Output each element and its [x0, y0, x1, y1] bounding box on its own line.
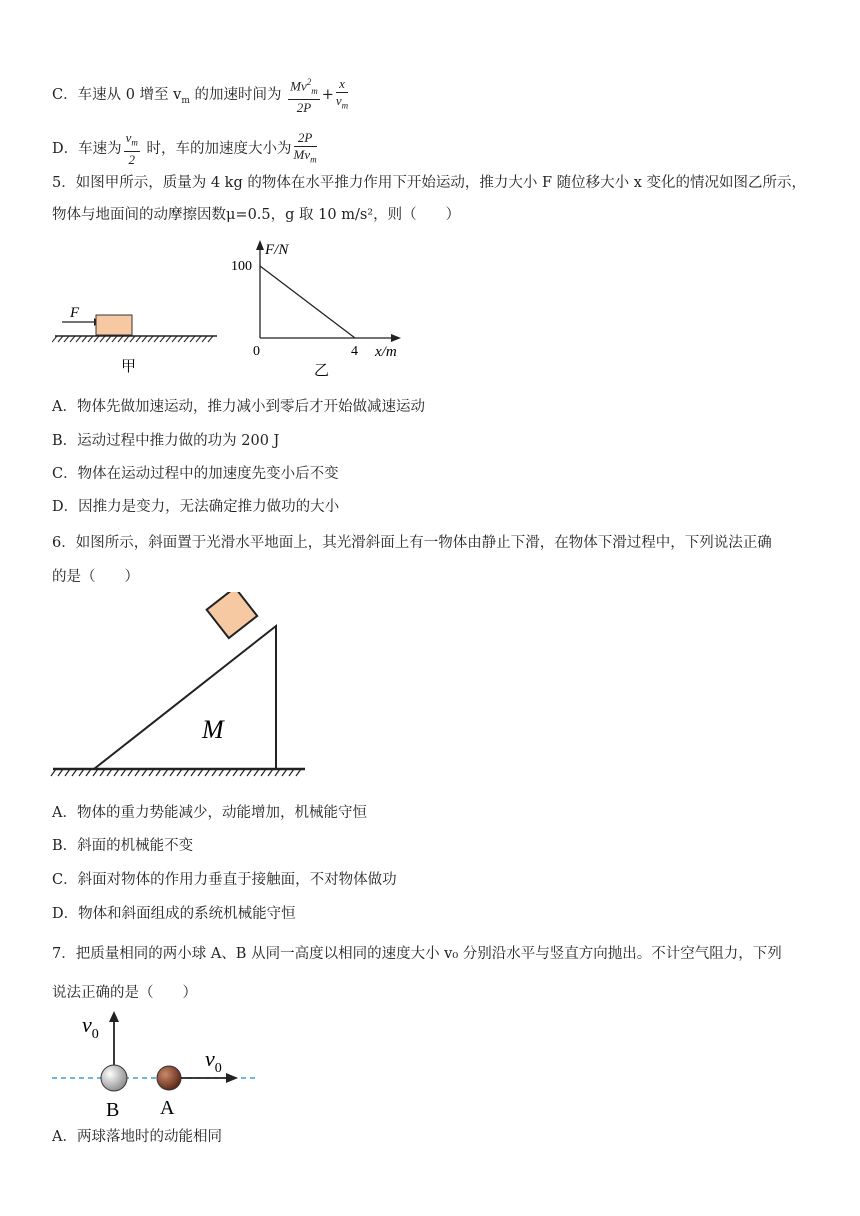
q5-stem-line2: 物体与地面间的动摩擦因数μ=0.5，g 取 10 m/s²，则（ ）: [52, 207, 461, 223]
x-axis-label: x/m: [375, 344, 397, 360]
block: [207, 592, 258, 638]
q5-option-d: D．因推力是变力，无法确定推力做功的大小: [52, 499, 340, 515]
q4-option-c: C．车速从 0 增至 $v_m$ 的加速时间为 $\frac{Mv^2_m}{2P}$ + $\frac{x}{v_m}$: [52, 74, 350, 116]
ball-b-label: B: [106, 1099, 120, 1118]
q5-stem-line1: 5．如图甲所示，质量为 4 kg 的物体在水平推力作用下开始运动，推力大小 F 随位移大小 x 变化的情况如图乙所示，: [52, 175, 807, 191]
origin-label: 0: [253, 344, 260, 359]
q5-option-c: C．物体在运动过程中的加速度先变小后不变: [52, 466, 339, 482]
force-label: F: [70, 305, 80, 321]
ball-a-label: A: [160, 1097, 175, 1118]
q7-stem-line2: 说法正确的是（ ）: [52, 985, 197, 1001]
fraction: $\frac{x}{v_m}$: [335, 76, 349, 111]
mass-label: M: [202, 715, 224, 744]
q6-option-d: D．物体和斜面组成的系统机械能守恒: [52, 906, 296, 922]
series-line: [260, 266, 355, 338]
q6-stem-line2: 的是（ ）: [52, 569, 139, 585]
block: [96, 315, 132, 335]
x-tick-label: 4: [351, 344, 358, 359]
q5-option-a: A．物体先做加速运动，推力减小到零后才开始做减速运动: [52, 399, 425, 415]
v0-up-label: $v_0$: [82, 1012, 99, 1042]
v0-right-label: $v_0$: [205, 1046, 222, 1076]
caption-jia: 甲: [121, 359, 137, 375]
q7-option-a: A．两球落地时的动能相同: [52, 1129, 222, 1145]
caption-yi: 乙: [314, 363, 330, 378]
fraction: $\frac{2P}{Mv_m}$: [293, 130, 317, 165]
q6-stem-line1: 6．如图所示，斜面置于光滑水平地面上，其光滑斜面上有一物体由静止下滑，在物体下滑过程中，下列说法正确: [52, 535, 772, 551]
q5-option-b: B．运动过程中推力做的功为 200 J: [52, 433, 280, 449]
y-axis-label: F/N: [265, 242, 289, 258]
q7-figure-balls: [48, 1008, 268, 1118]
q6-figure-incline: [50, 592, 320, 782]
q5-figure-jia: [52, 305, 232, 375]
q6-option-c: C．斜面对物体的作用力垂直于接触面，不对物体做功: [52, 872, 397, 888]
fraction: $\frac{Mv^2_m}{2P}$: [288, 74, 320, 116]
ball-b: [101, 1065, 127, 1091]
q5-chart-yi: [225, 238, 415, 378]
q4-option-d: D．车速为 $\frac{v_m}{2}$ 时，车的加速度大小为 $\frac{2P}{Mv_m}$: [52, 130, 317, 167]
q6-option-b: B．斜面的机械能不变: [52, 838, 194, 854]
fraction: $\frac{v_m}{2}$: [125, 130, 138, 167]
y-tick-label: 100: [231, 259, 252, 274]
ball-a: [157, 1066, 181, 1090]
q6-option-a: A．物体的重力势能减少，动能增加，机械能守恒: [52, 805, 367, 821]
q7-stem-line1: 7．把质量相同的两小球 A、B 从同一高度以相同的速度大小 v₀ 分别沿水平与竖直方向抛出。不计空气阻力，下列: [52, 946, 782, 962]
incline-wedge: [94, 626, 276, 769]
